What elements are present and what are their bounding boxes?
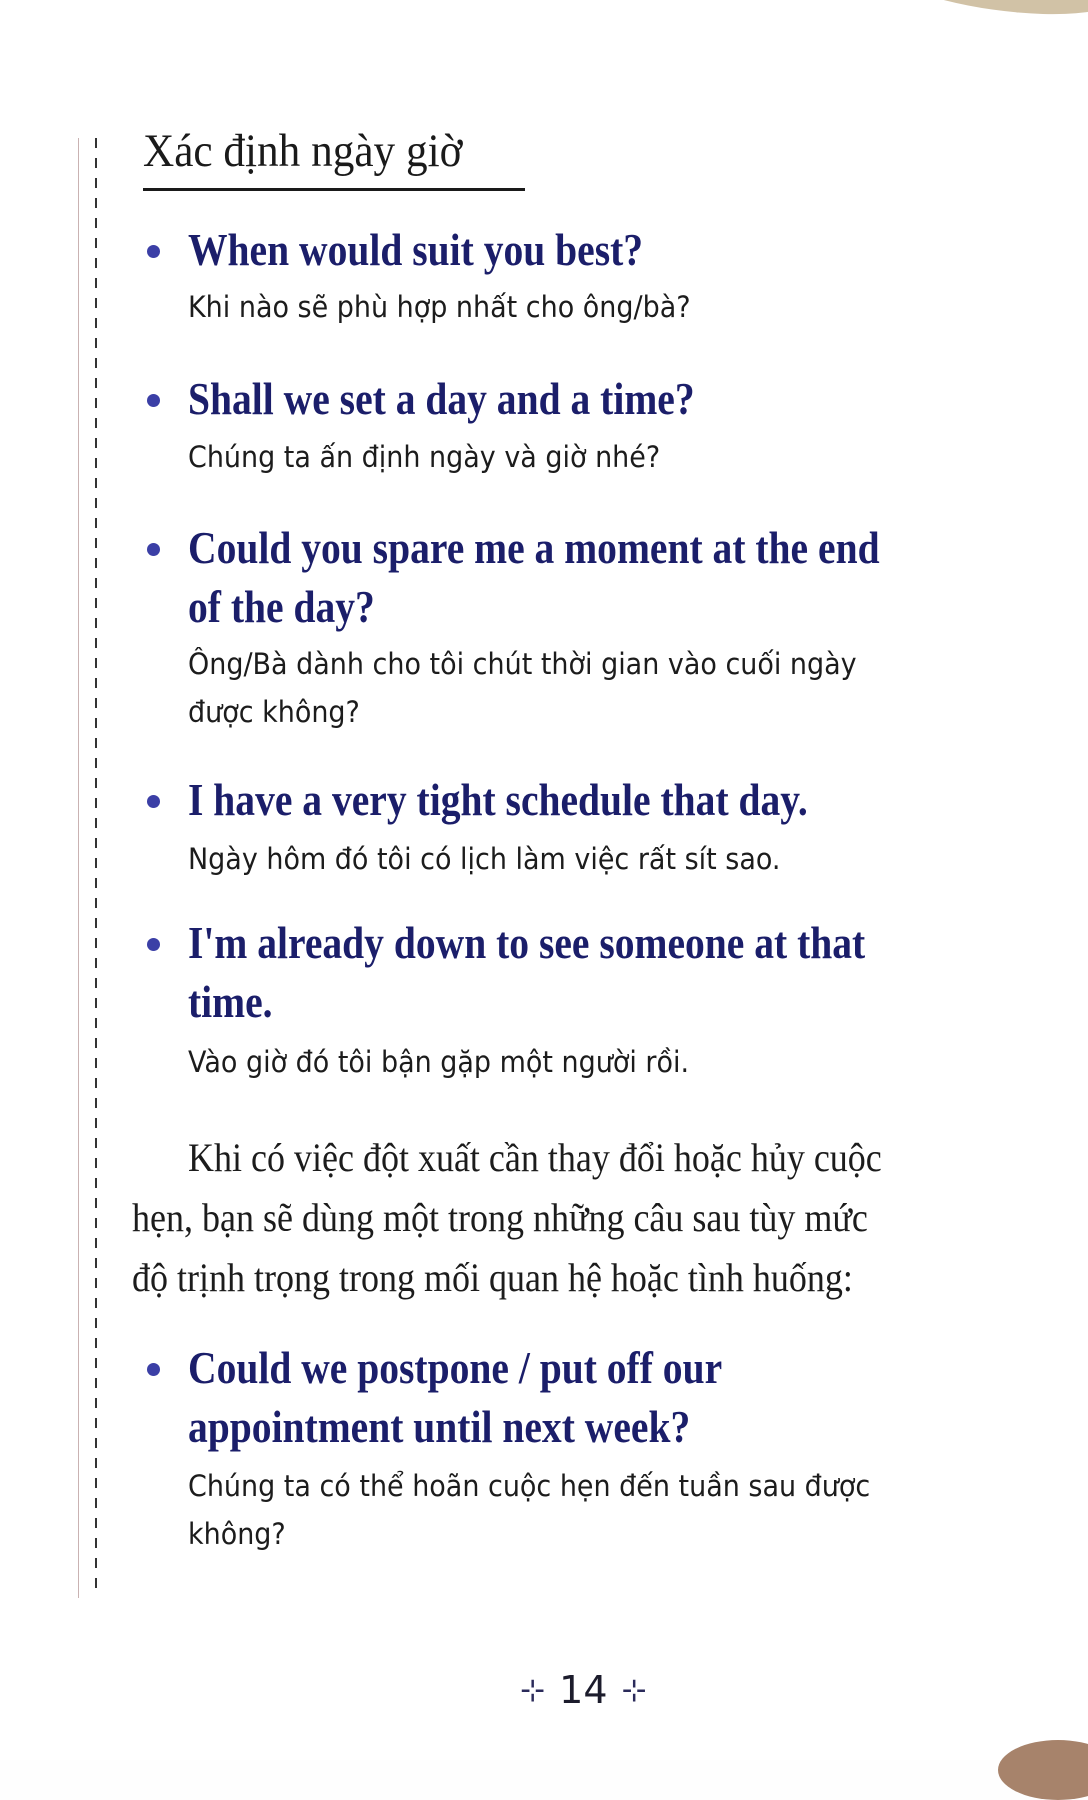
bullet-icon (147, 938, 160, 951)
body-paragraph-line: độ trịnh trọng trong mối quan hệ hoặc tình huống: (132, 1255, 853, 1300)
bullet-icon (147, 543, 160, 556)
english-phrase: When would suit you best? (188, 224, 644, 275)
english-phrase: Shall we set a day and a time? (188, 373, 695, 424)
english-phrase: time. (188, 976, 273, 1027)
page-corner-shadow (864, 0, 1088, 28)
vietnamese-translation: Ngày hôm đó tôi có lịch làm việc rất sít sao. (188, 842, 781, 876)
ornament-right-icon: ⊹ (621, 1672, 647, 1708)
vietnamese-translation: Ông/Bà dành cho tôi chút thời gian vào cuối ngày (188, 647, 857, 681)
english-phrase: Could you spare me a moment at the end (188, 522, 880, 573)
vietnamese-translation: không? (188, 1517, 286, 1551)
bullet-icon (147, 795, 160, 808)
margin-rule (78, 138, 79, 1598)
vietnamese-translation: Chúng ta có thể hoãn cuộc hẹn đến tuần sau được (188, 1469, 871, 1503)
vietnamese-translation: Chúng ta ấn định ngày và giờ nhé? (188, 440, 661, 474)
body-paragraph-line: Khi có việc đột xuất cần thay đổi hoặc hủy cuộc (188, 1135, 882, 1180)
title-underline (143, 188, 525, 191)
ornament-left-icon: ⊹ (520, 1672, 546, 1708)
vietnamese-translation: Khi nào sẽ phù hợp nhất cho ông/bà? (188, 290, 691, 324)
english-phrase: I have a very tight schedule that day. (188, 774, 808, 825)
english-phrase: I'm already down to see someone at that (188, 917, 866, 968)
section-title: Xác định ngày giờ (143, 125, 463, 177)
bullet-icon (147, 394, 160, 407)
english-phrase: Could we postpone / put off our (188, 1342, 723, 1393)
vietnamese-translation: được không? (188, 695, 360, 729)
vietnamese-translation: Vào giờ đó tôi bận gặp một người rồi. (188, 1045, 690, 1079)
english-phrase: of the day? (188, 581, 375, 632)
page-footer (520, 1668, 647, 1712)
bullet-icon (147, 1363, 160, 1376)
bullet-icon (147, 245, 160, 258)
page-number: 14 (559, 1668, 608, 1712)
page-corner-shadow (998, 1740, 1088, 1800)
english-phrase: appointment until next week? (188, 1401, 691, 1452)
margin-dashed-rule (95, 138, 97, 1598)
body-paragraph-line: hẹn, bạn sẽ dùng một trong những câu sau tùy mức (132, 1195, 868, 1240)
